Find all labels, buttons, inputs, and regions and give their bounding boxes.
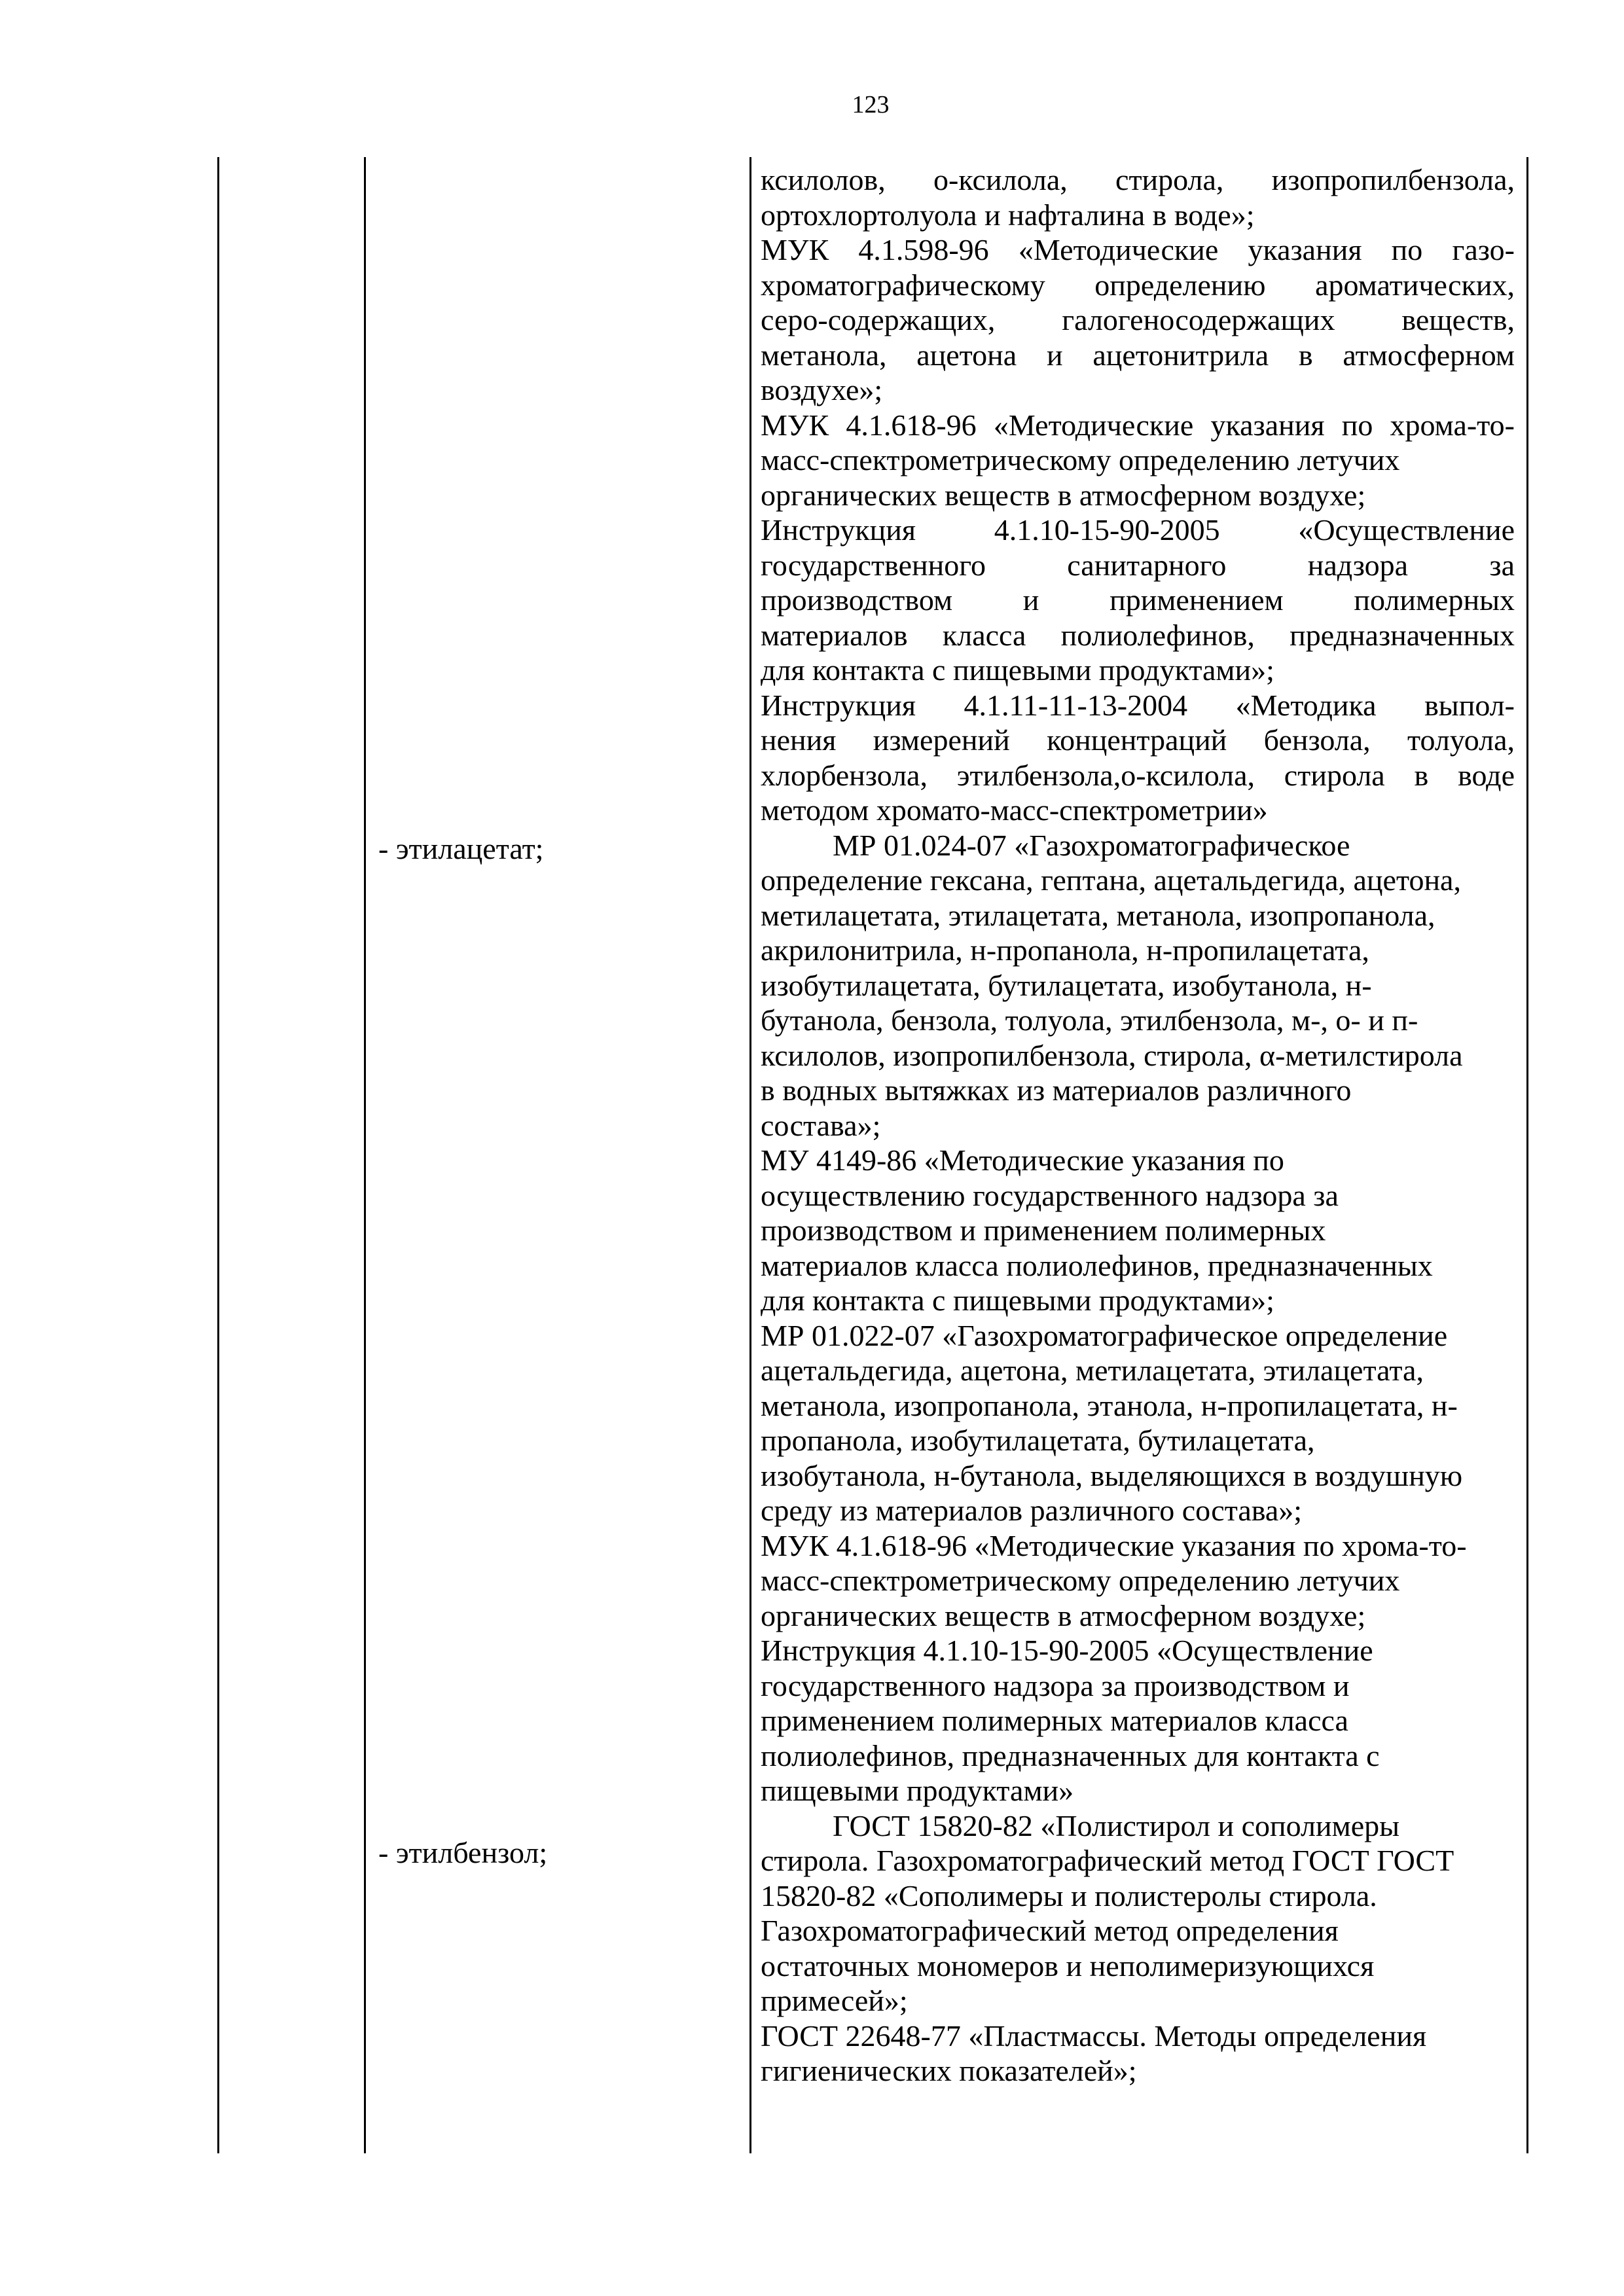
method-line: ксилолов, изопропилбензола, стирола, α-метилстирола <box>761 1038 1463 1072</box>
method-line: хлорбензола, этилбензола,о-ксилола, стирола в воде <box>761 758 1515 792</box>
method-line: Газохроматографический метод определения <box>761 1914 1339 1947</box>
method-line: для контакта с пищевыми продуктами»; <box>761 653 1274 687</box>
table-border-left <box>217 157 219 2153</box>
method-line: МУ 4149-86 «Методические указания по <box>761 1143 1284 1177</box>
method-line: осуществлению государственного надзора за <box>761 1178 1339 1212</box>
method-line: среду из материалов различного состава»; <box>761 1494 1303 1527</box>
method-line: масс-спектрометрическому определению летучих <box>761 443 1400 476</box>
method-line: ортохлортолуола и нафталина в воде»; <box>761 198 1255 232</box>
method-line: метанола, ацетона и ацетонитрила в атмосферном <box>761 338 1515 372</box>
method-line: производством и применением полимерных <box>761 583 1515 617</box>
method-line: серо-содержащих, галогеносодержащих веществ, <box>761 303 1515 336</box>
method-line: органических веществ в атмосферном воздухе; <box>761 1598 1366 1632</box>
method-line: материалов класса полиолефинов, предназначенных <box>761 618 1515 652</box>
method-line: материалов класса полиолефинов, предназначенных <box>761 1248 1433 1282</box>
method-line: изобутанола, н-бутанола, выделяющихся в воздушную <box>761 1458 1463 1492</box>
method-line: гигиенических показателей»; <box>761 2054 1137 2087</box>
method-line: государственного санитарного надзора за <box>761 548 1515 582</box>
method-line: МР 01.024-07 «Газохроматографическое <box>833 828 1350 862</box>
method-line: нения измерений концентраций бензола, толуола, <box>761 723 1515 757</box>
methods-column <box>761 162 1515 2089</box>
method-line: метанола, изопропанола, этанола, н-пропилацетата, н- <box>761 1388 1458 1422</box>
method-line: МУК 4.1.618-96 «Методические указания по хрома-то- <box>761 1528 1467 1562</box>
method-line: метилацетата, этилацетата, метанола, изопропанола, <box>761 898 1435 932</box>
method-line: остаточных мономеров и неполимеризующихся <box>761 1948 1375 1982</box>
method-line: государственного надзора за производством и <box>761 1668 1350 1702</box>
method-line: масс-спектрометрическому определению летучих <box>761 1564 1400 1597</box>
method-line: полиолефинов, предназначенных для контакта с <box>761 1738 1380 1772</box>
substance-ethylbenzene: - этилбензол; <box>378 1836 548 1869</box>
page-number: 123 <box>852 91 890 118</box>
method-line: Инструкция 4.1.10-15-90-2005 «Осуществление <box>761 513 1515 547</box>
method-line: акрилонитрила, н-пропанола, н-пропилацетата, <box>761 933 1369 967</box>
method-line: применением полимерных материалов класса <box>761 1704 1348 1737</box>
method-line: пищевыми продуктами» <box>761 1774 1074 1807</box>
method-line: определение гексана, гептана, ацетальдегида, ацетона, <box>761 863 1461 897</box>
method-line: МУК 4.1.598-96 «Методические указания по газо- <box>761 233 1515 266</box>
method-line: в водных вытяжках из материалов различного <box>761 1073 1352 1107</box>
method-line: бутанола, бензола, толуола, этилбензола, м-, о- и п- <box>761 1003 1418 1037</box>
method-line: воздухе»; <box>761 373 883 406</box>
method-line: методом хромато-масс-спектрометрии» <box>761 793 1268 827</box>
method-line: пропанола, изобутилацетата, бутилацетата, <box>761 1424 1315 1457</box>
table-border-col2 <box>749 157 751 2153</box>
method-line: состава»; <box>761 1108 881 1142</box>
method-line: органических веществ в атмосферном воздухе; <box>761 478 1366 512</box>
method-line: хроматографическому определению ароматических, <box>761 268 1515 302</box>
method-line: ГОСТ 15820-82 «Полистирол и сополимеры <box>833 1808 1400 1842</box>
method-line: ксилолов, о-ксилола, стирола, изопропилбензола, <box>761 163 1515 196</box>
method-line: изобутилацетата, бутилацетата, изобутанола, н- <box>761 968 1372 1002</box>
method-line: ацетальдегида, ацетона, метилацетата, этилацетата, <box>761 1354 1424 1387</box>
method-line: 15820-82 «Сополимеры и полистеролы стирола. <box>761 1878 1377 1912</box>
method-line: производством и применением полимерных <box>761 1213 1326 1247</box>
method-line: примесей»; <box>761 1984 908 2017</box>
method-line: Инструкция 4.1.11-11-13-2004 «Методика выпол- <box>761 688 1515 722</box>
method-line: МР 01.022-07 «Газохроматографическое определение <box>761 1318 1448 1352</box>
table-border-right <box>1526 157 1528 2153</box>
method-line: стирола. Газохроматографический метод ГОСТ ГОСТ <box>761 1844 1454 1877</box>
method-line: Инструкция 4.1.10-15-90-2005 «Осуществление <box>761 1634 1373 1667</box>
method-line: ГОСТ 22648-77 «Пластмассы. Методы определения <box>761 2018 1427 2053</box>
method-line: МУК 4.1.618-96 «Методические указания по хрома-то- <box>761 408 1515 442</box>
substance-ethyl-acetate: - этилацетат; <box>378 832 544 865</box>
table-border-col1 <box>364 157 366 2153</box>
method-line: для контакта с пищевыми продуктами»; <box>761 1283 1274 1317</box>
